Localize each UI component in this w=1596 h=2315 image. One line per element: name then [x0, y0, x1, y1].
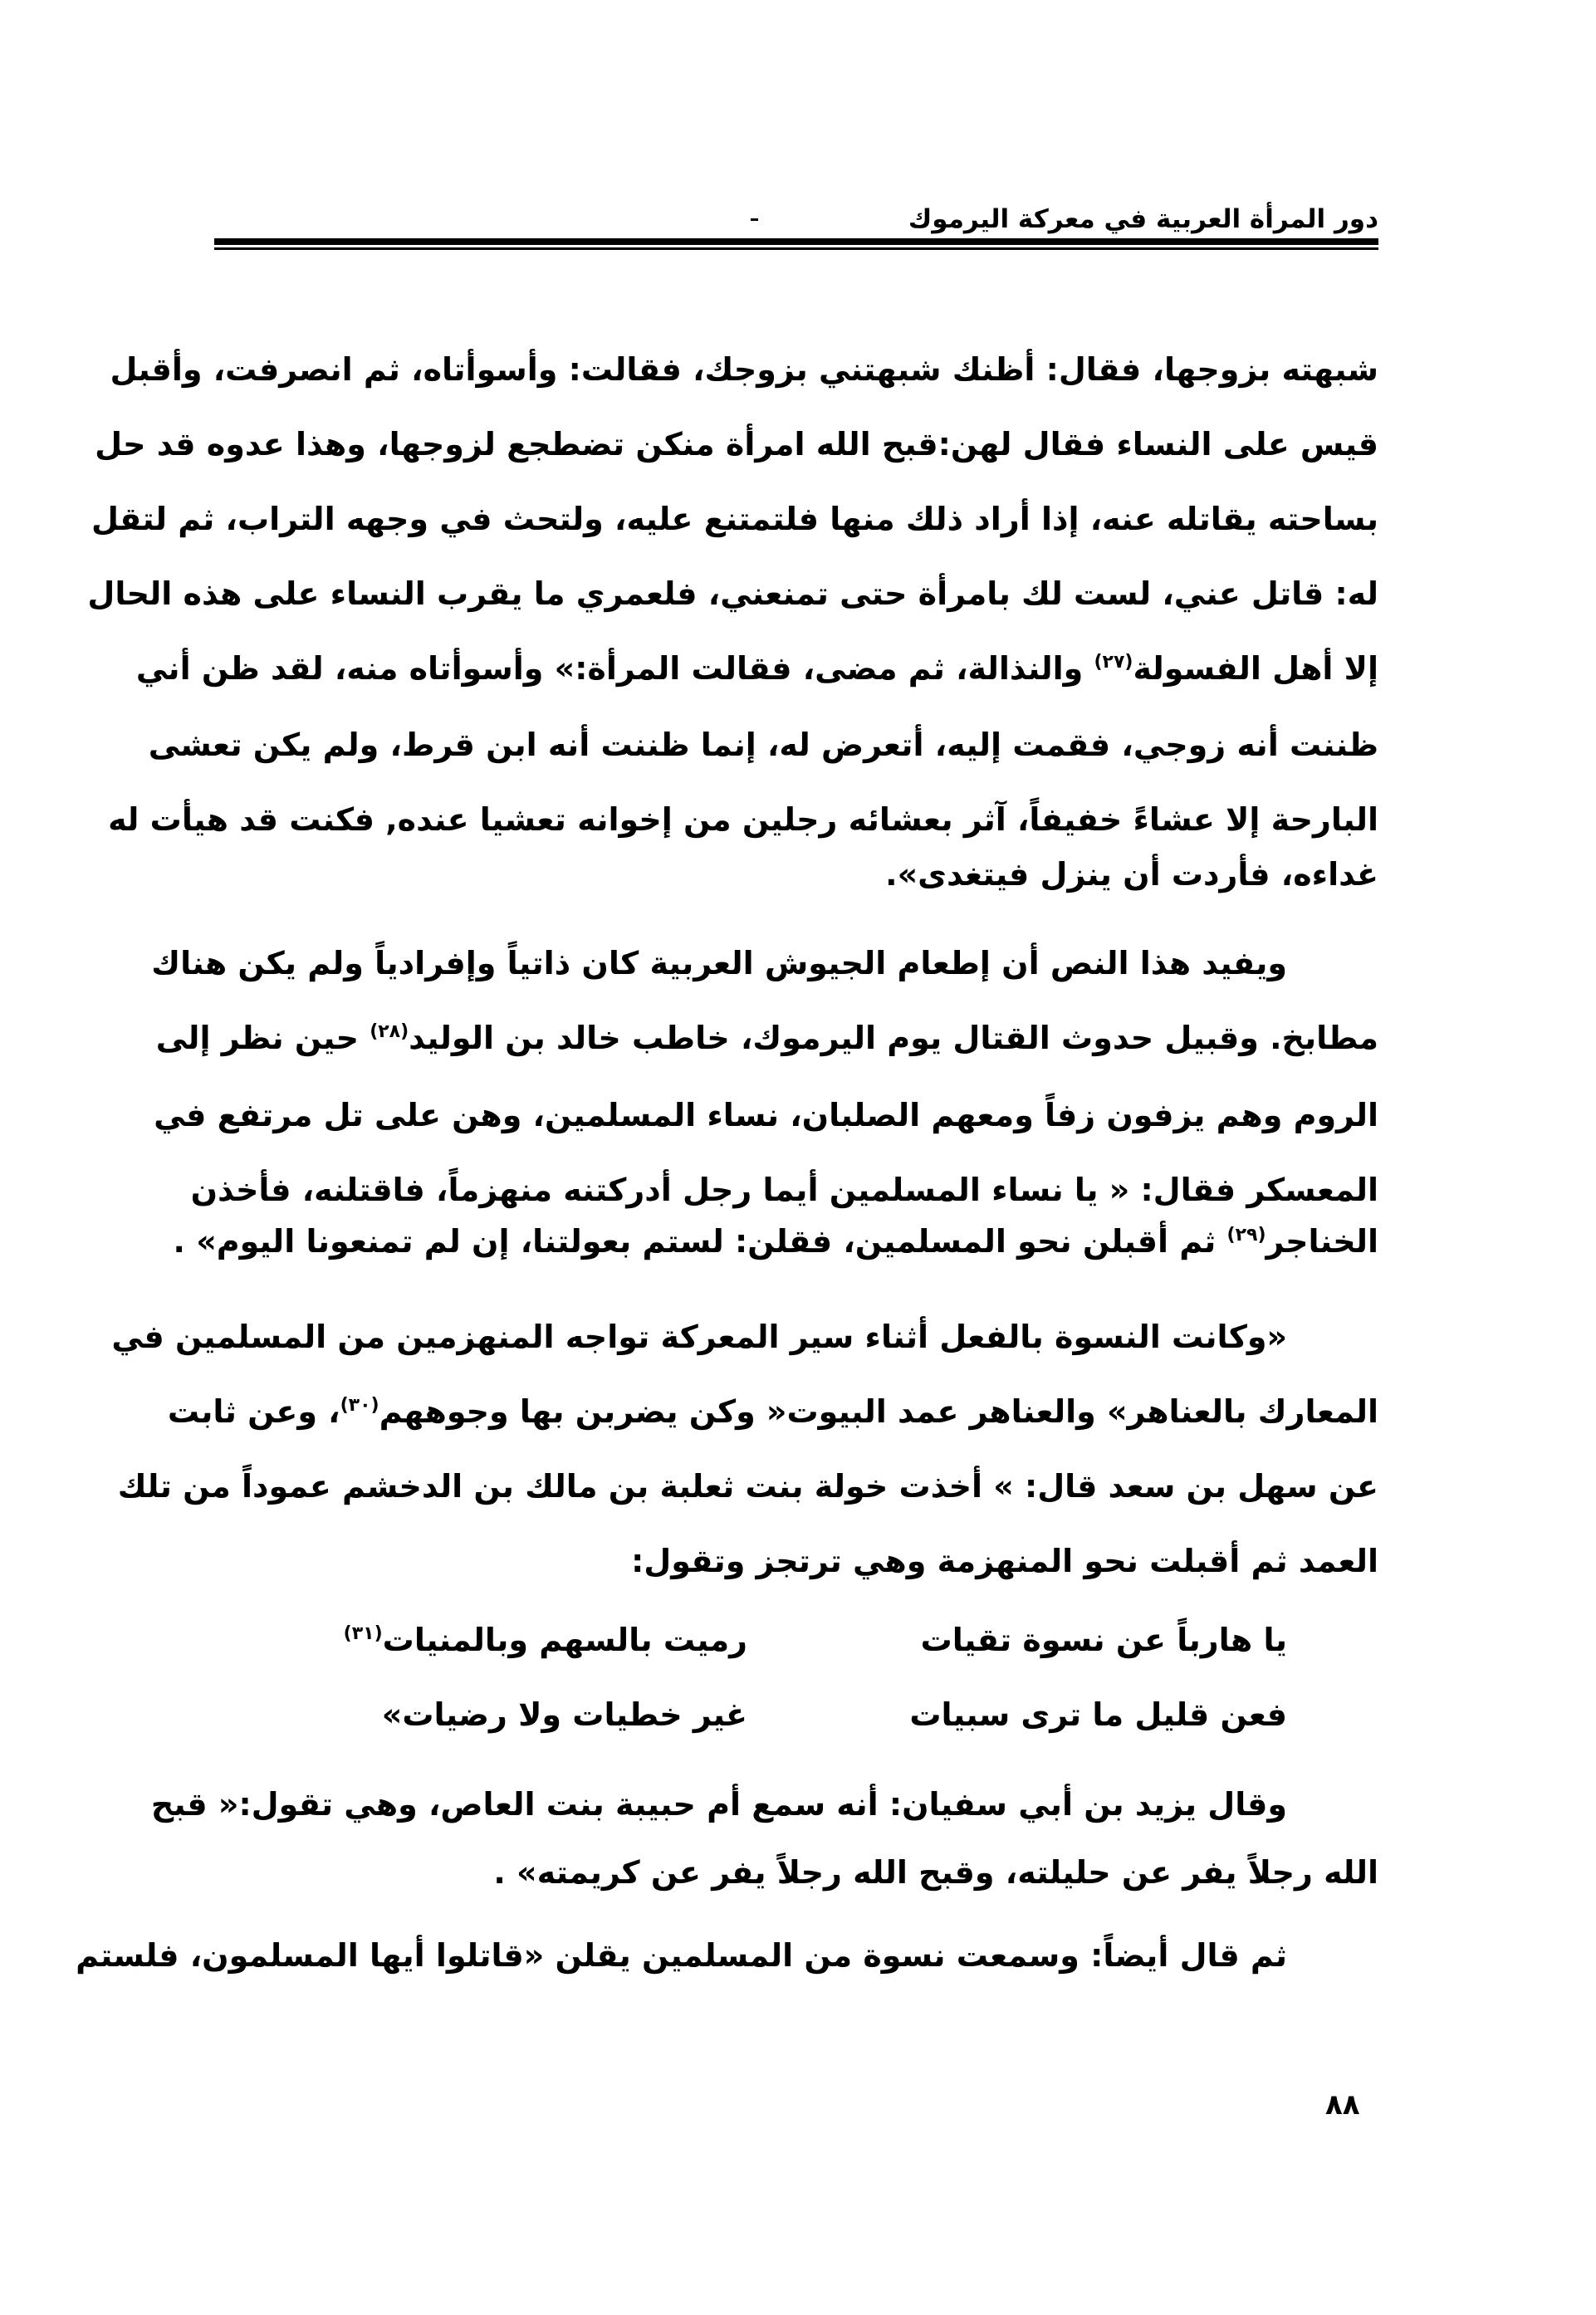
footnote-ref-28[interactable]: (٢٨) — [370, 1021, 409, 1042]
text-line: وقال يزيد بن أبي سفيان: أنه سمع أم حبيبة بنت العاص، وهي تقول:« قبح — [150, 1786, 1287, 1823]
text-line: العمد ثم أقبلت نحو المنهزمة وهي ترتجز وتقول: — [631, 1543, 1378, 1579]
header-rule-thick — [214, 238, 1378, 245]
text-segment: ، وعن ثابت — [167, 1393, 340, 1430]
text-segment: إلا أهل الفسولة — [1133, 650, 1378, 687]
text-segment: ثم أقبلن نحو المسلمين، فقلن: لستم بعولتنا، إن لم تمنعونا اليوم» . — [173, 1223, 1227, 1260]
text-line: بساحته يقاتله عنه، إذا أراد ذلك منها فلتمتنع عليه، ولتحث في وجهه التراب، ثم لتقل — [91, 501, 1378, 537]
text-line — [167, 1387, 1378, 1436]
footnote-ref-31[interactable]: (٣١) — [343, 1623, 383, 1644]
page-header — [214, 196, 1378, 254]
text-line — [135, 644, 1378, 693]
text-segment: مطابخ. وقبيل حدوث القتال يوم اليرموك، خاطب خالد بن الوليد — [409, 1020, 1378, 1056]
text-line: عن سهل بن سعد قال: » أخذت خولة بنت ثعلبة بن مالك بن الدخشم عموداً من تلك — [117, 1468, 1378, 1505]
text-line: قيس على النساء فقال لهن:قبح الله امرأة منكن تضطجع لزوجها، وهذا عدوه قد حل — [95, 426, 1378, 463]
header-dash-mark — [751, 218, 758, 221]
text-line: البارحة إلا عشاءً خفيفاً، آثر بعشائه رجلين من إخوانه تعشيا عنده, فكنت قد هيأت له — [108, 801, 1378, 838]
text-segment: المعارك بالعناهر» والعناهر عمد البيوت« وكن يضربن بها وجوههم — [379, 1393, 1378, 1430]
text-line: الروم وهم يزفون زفاً ومعهم الصلبان، نساء المسلمين، وهن على تل مرتفع في — [154, 1097, 1378, 1133]
text-line: ظننت أنه زوجي، فقمت إليه، أتعرض له، إنما ظننت أنه ابن قرط، ولم يكن تعشى — [148, 727, 1378, 763]
footnote-ref-27[interactable]: (٢٧) — [1094, 652, 1133, 673]
text-line: الله رجلاً يفر عن حليلته، وقبح الله رجلاً يفر عن كريمته» . — [493, 1854, 1378, 1891]
text-line — [155, 1013, 1378, 1063]
text-line: غداءه، فأردت أن ينزل فيتغدى». — [885, 856, 1378, 893]
text-line: ويفيد هذا النص أن إطعام الجيوش العربية كان ذاتياً وإفرادياً ولم يكن هناك — [151, 945, 1287, 981]
verse-second-hemistich: غير خطيات ولا رضيات» — [381, 1696, 747, 1733]
running-title: دور المرأة العربية في معركة اليرموك — [908, 204, 1378, 234]
verse-first-hemistich: فعن قليل ما ترى سبيات — [909, 1696, 1287, 1733]
hemistich-text: رميت بالسهم وبالمنيات — [382, 1622, 747, 1658]
text-line: المعسكر فقال: « يا نساء المسلمين أيما رجل أدركتنه منهزماً، فاقتلنه، فأخذن — [190, 1172, 1378, 1208]
text-line — [173, 1216, 1378, 1266]
footnote-ref-29[interactable]: (٢٩) — [1226, 1225, 1266, 1246]
text-line: «وكانت النسوة بالفعل أثناء سير المعركة تواجه المنهزمين من المسلمين في — [111, 1319, 1287, 1355]
text-segment: حين نظر إلى — [155, 1020, 370, 1056]
page-number: ٨٨ — [1325, 2088, 1360, 2122]
verse-line — [218, 1690, 1378, 1740]
verse-line — [218, 1615, 1378, 1665]
header-rule-thin — [214, 247, 1378, 250]
verse-second-hemistich — [344, 1615, 747, 1665]
text-segment: الخناجر — [1266, 1223, 1378, 1260]
text-segment: والنذالة، ثم مضى، فقالت المرأة:» وأسوأتاه منه، لقد ظن أني — [135, 650, 1094, 687]
verse-first-hemistich: يا هارباً عن نسوة تقيات — [920, 1622, 1287, 1658]
text-line: ثم قال أيضاً: وسمعت نسوة من المسلمين يقلن «قاتلوا أيها المسلمون، فلستم — [76, 1937, 1287, 1974]
text-line: شبهته بزوجها، فقال: أظنك شبهتني بزوجك، فقالت: وأسوأتاه، ثم انصرفت، وأقبل — [110, 351, 1378, 388]
text-line: له: قاتل عني، لست لك بامرأة حتى تمنعني، فلعمري ما يقرب النساء على هذه الحال — [87, 575, 1378, 612]
footnote-ref-30[interactable]: (٣٠) — [340, 1395, 379, 1416]
